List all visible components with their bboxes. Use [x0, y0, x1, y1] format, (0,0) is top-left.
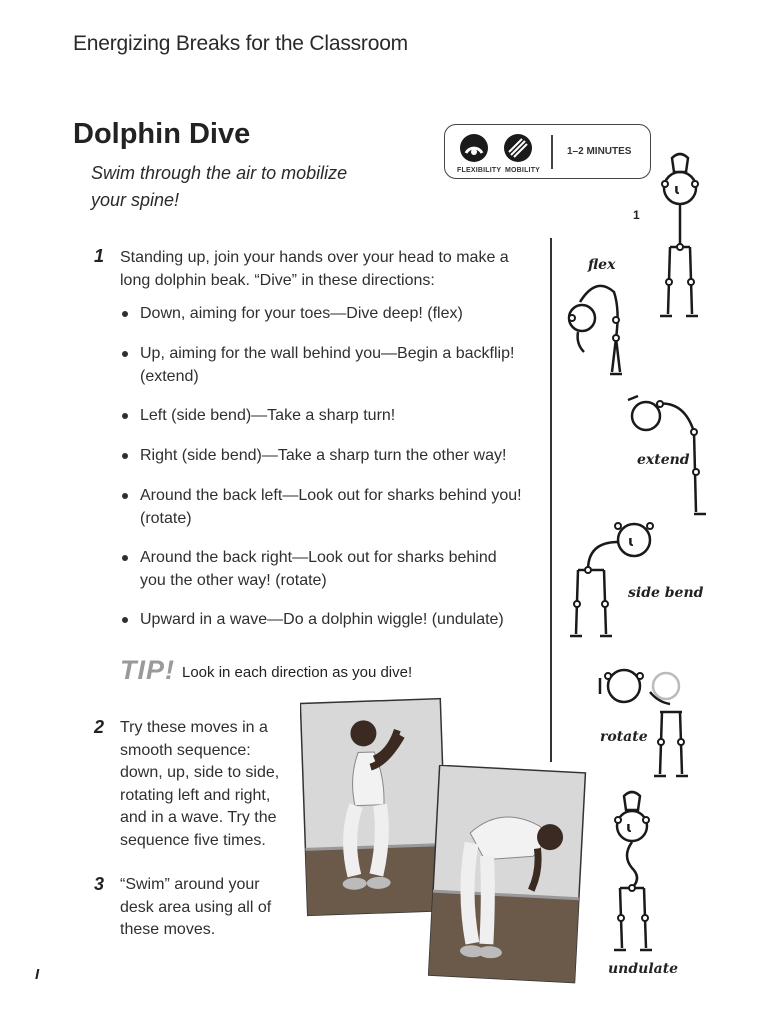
stick-figure-standing [652, 152, 708, 324]
list-item: Right (side bend)—Take a sharp turn the other way! [122, 444, 522, 467]
list-item: Around the back right—Look out for sharks behind you the other way! (rotate) [122, 546, 522, 592]
list-item: Around the back left—Look out for sharks behind you! (rotate) [122, 484, 522, 530]
stick-figure-undulate [604, 790, 664, 956]
step-2-number: 2 [94, 717, 105, 737]
step-1-intro: Standing up, join your hands over your head to make a long dolphin beak. “Dive” in these directions: [120, 249, 509, 289]
stick-figure-flex [566, 280, 632, 376]
list-item: Upward in a wave—Do a dolphin wiggle! (undulate) [122, 608, 522, 631]
flexibility-label: FLEXIBILITY [457, 167, 502, 174]
step-1-number: 1 [94, 246, 105, 266]
activity-badge [444, 124, 651, 179]
activity-title: Dolphin Dive [73, 118, 251, 150]
flexibility-icon [459, 133, 489, 163]
figure-label-rotate: rotate [600, 729, 648, 745]
step-3-number: 3 [94, 874, 105, 894]
column-divider [550, 238, 552, 762]
tip-text: Look in each direction as you dive! [182, 664, 413, 681]
svg-text:ɩ: ɩ [674, 182, 681, 198]
stick-figure-rotate [594, 656, 690, 782]
page-number: I [35, 966, 40, 983]
step-2-text: Try these moves in a smooth sequence: down, up, side to side, rotating left and right, and in a wave. Try the sequence five times. [120, 719, 280, 849]
stick-figure-side-bend [568, 512, 672, 640]
activity-subtitle: Swim through the air to mobilize your spine! [91, 163, 348, 210]
svg-text:ɩ: ɩ [628, 534, 635, 550]
running-head: Energizing Breaks for the Classroom [73, 32, 408, 55]
tip-heading: TIP! [120, 655, 175, 685]
figure-label-undulate: undulate [608, 961, 679, 977]
figure-label-side-bend: side bend [628, 585, 704, 601]
list-item: Down, aiming for your toes—Dive deep! (flex) [122, 302, 522, 325]
mobility-label: MOBILITY [505, 167, 541, 174]
badge-divider [551, 135, 553, 169]
figure-number: 1 [633, 208, 640, 222]
list-item: Left (side bend)—Take a sharp turn! [122, 404, 522, 427]
svg-text:ɩ: ɩ [626, 820, 633, 836]
photo-child-arms-raised [300, 697, 448, 917]
duration-label: 1–2 MINUTES [567, 146, 632, 157]
mobility-icon [503, 133, 533, 163]
figure-label-flex: flex [588, 257, 616, 273]
list-item: Up, aiming for the wall behind you—Begin a backflip! (extend) [122, 342, 522, 388]
photo-child-bending-forward [428, 765, 588, 985]
figure-label-extend: extend [637, 452, 690, 468]
step-3-text: “Swim” around your desk area using all of these moves. [120, 876, 272, 938]
